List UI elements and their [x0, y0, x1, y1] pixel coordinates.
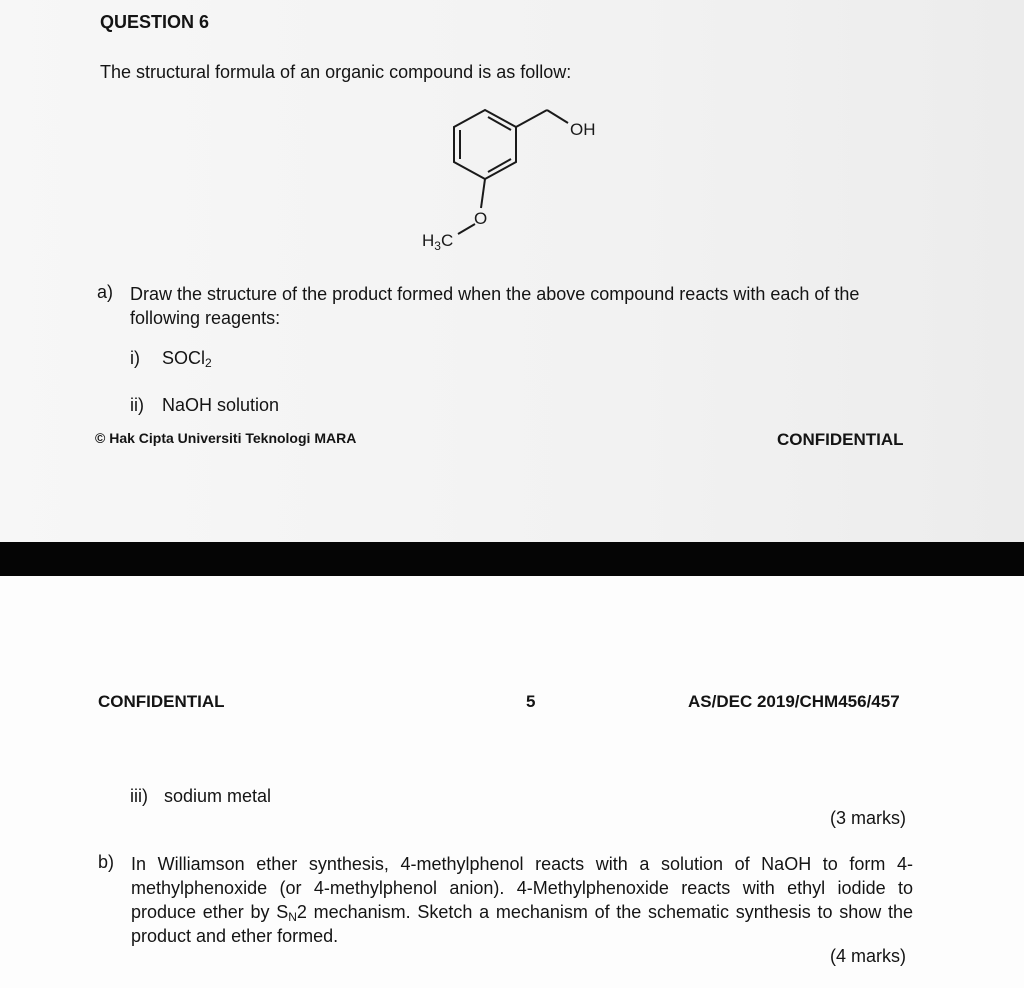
- part-a-label: a): [97, 282, 114, 302]
- part-b-text: In Williamson ether synthesis, 4-methylphenol reacts with a solution of NaOH to form 4-methylphenoxide (or 4-methylphenol anion). 4-Methylphenoxide reacts with ethyl iodide to produce ether by $S_N2$ mechanism. Sketch a mechanism of the schematic synthesis to show the product and ether formed.: [131, 854, 913, 946]
- ring-outline: [454, 110, 516, 179]
- c-oh-bond: [547, 110, 568, 123]
- item-i-label: i): [130, 348, 140, 368]
- ch2-bond: [516, 110, 547, 127]
- exam-code: AS/DEC 2019/CHM456/457: [688, 692, 900, 711]
- part-a-text: Draw the structure of the product formed when the above compound reacts with each of the following reagents:: [130, 284, 860, 328]
- confidential-footer: CONFIDENTIAL: [777, 430, 904, 449]
- part-b-label: b): [98, 852, 115, 872]
- question-title: QUESTION 6: [100, 12, 210, 32]
- benzene-ring: [454, 110, 516, 179]
- h3c-label: $H_3C$: [422, 231, 454, 253]
- page-number: 5: [526, 692, 536, 711]
- o-ch3-bond: [458, 224, 475, 234]
- ring-o-bond: [481, 179, 485, 208]
- ether-o-label: O: [474, 209, 488, 228]
- header-confidential: CONFIDENTIAL: [98, 692, 225, 711]
- copyright-footer: © Hak Cipta Universiti Teknologi MARA: [95, 430, 357, 446]
- item-iii-label: iii): [130, 786, 148, 806]
- page-divider-band: [0, 542, 1024, 576]
- item-iii-text: sodium metal: [164, 786, 272, 806]
- marks-part-b: (4 marks): [830, 946, 906, 966]
- marks-part-a: (3 marks): [830, 808, 906, 828]
- item-i-text: SOCl$_2$: [162, 348, 212, 370]
- oh-label: OH: [570, 120, 596, 139]
- structural-formula: [410, 100, 630, 260]
- question-intro: The structural formula of an organic compound is as follow:: [100, 62, 572, 82]
- item-ii-text: NaOH solution: [162, 395, 280, 415]
- item-ii-label: ii): [130, 395, 144, 415]
